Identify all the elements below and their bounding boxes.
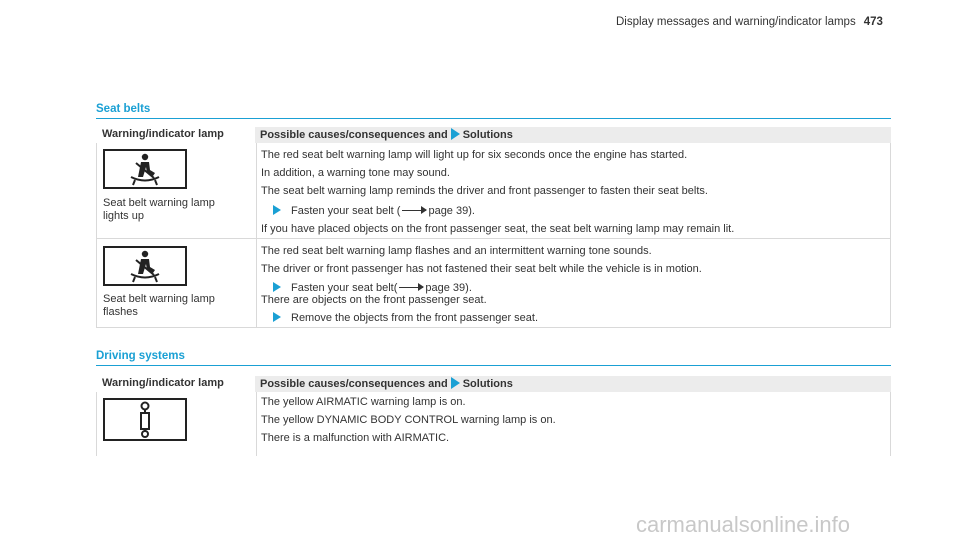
lamp-label-line1: Seat belt warning lamp xyxy=(103,293,215,305)
section-title-driving-systems: Driving systems xyxy=(96,350,185,362)
airmatic-icon xyxy=(103,398,187,441)
column-header-causes xyxy=(255,376,891,392)
page-reference-link[interactable]: page 39). xyxy=(428,205,475,217)
text-line: The yellow DYNAMIC BODY CONTROL warning lamp is on. xyxy=(261,414,556,426)
arrow-right-icon xyxy=(451,128,460,140)
section-rule xyxy=(96,365,891,366)
text-line: There are objects on the front passenger seat. xyxy=(261,294,487,306)
section-rule xyxy=(96,118,891,119)
seat-belt-icon xyxy=(103,246,187,286)
bullet-arrow-icon xyxy=(273,312,281,322)
column-header-solutions-text: Solutions xyxy=(462,378,513,390)
column-header-causes-text: Possible causes/consequences and xyxy=(260,378,448,390)
page-number: 473 xyxy=(863,16,883,28)
text-line: If you have placed objects on the front passenger seat, the seat belt warning lamp may remain lit. xyxy=(261,223,735,235)
text-line: There is a malfunction with AIRMATIC. xyxy=(261,432,450,444)
text-line: In addition, a warning tone may sound. xyxy=(261,167,450,179)
column-header-causes xyxy=(255,127,891,143)
solution-bullet xyxy=(261,282,472,294)
bullet-text: Fasten your seat belt( xyxy=(291,282,398,294)
solution-bullet xyxy=(261,312,538,324)
text-line: The driver or front passenger has not fastened their seat belt while the vehicle is in motion. xyxy=(261,263,702,275)
lamp-label-line2: lights up xyxy=(103,209,144,222)
lamp-cell xyxy=(97,143,257,238)
arrow-right-icon xyxy=(451,377,460,389)
lamp-label-line1: Seat belt warning lamp xyxy=(103,197,215,209)
lamp-cell xyxy=(97,239,257,327)
table-row xyxy=(96,143,891,239)
table-header xyxy=(96,376,891,392)
page-reference-arrow-icon xyxy=(399,287,423,288)
solution-bullet xyxy=(261,205,475,217)
column-header-lamp: Warning/indicator lamp xyxy=(102,377,224,389)
column-header-causes-text: Possible causes/consequences and xyxy=(260,129,448,141)
bullet-arrow-icon xyxy=(273,282,281,292)
page-header xyxy=(616,16,883,28)
header-title: Display messages and warning/indicator lamps xyxy=(616,16,856,28)
driving-systems-table xyxy=(96,376,891,456)
seat-belts-table xyxy=(96,127,891,328)
page-reference-arrow-icon xyxy=(402,210,426,211)
page-reference-link[interactable]: page 39). xyxy=(425,282,472,294)
column-header-lamp: Warning/indicator lamp xyxy=(102,128,224,140)
table-header xyxy=(96,127,891,143)
lamp-cell xyxy=(97,392,257,456)
text-line: The seat belt warning lamp reminds the driver and front passenger to fasten their seat belts. xyxy=(261,185,708,197)
table-row xyxy=(96,392,891,456)
lamp-label xyxy=(103,197,215,222)
section-title-seat-belts: Seat belts xyxy=(96,103,151,115)
lamp-label xyxy=(103,293,215,318)
seat-belt-icon xyxy=(103,149,187,189)
watermark: carmanualsonline.info xyxy=(636,512,851,537)
text-line: The red seat belt warning lamp will light up for six seconds once the engine has started. xyxy=(261,149,688,161)
column-header-solutions-text: Solutions xyxy=(462,129,513,141)
bullet-text: Remove the objects from the front passenger seat. xyxy=(291,312,539,324)
bullet-arrow-icon xyxy=(273,205,281,215)
text-line: The yellow AIRMATIC warning lamp is on. xyxy=(261,396,466,408)
text-line: The red seat belt warning lamp flashes and an intermittent warning tone sounds. xyxy=(261,245,652,257)
table-row xyxy=(96,239,891,328)
lamp-label-line2: flashes xyxy=(103,305,138,318)
bullet-text: Fasten your seat belt ( xyxy=(291,205,401,217)
